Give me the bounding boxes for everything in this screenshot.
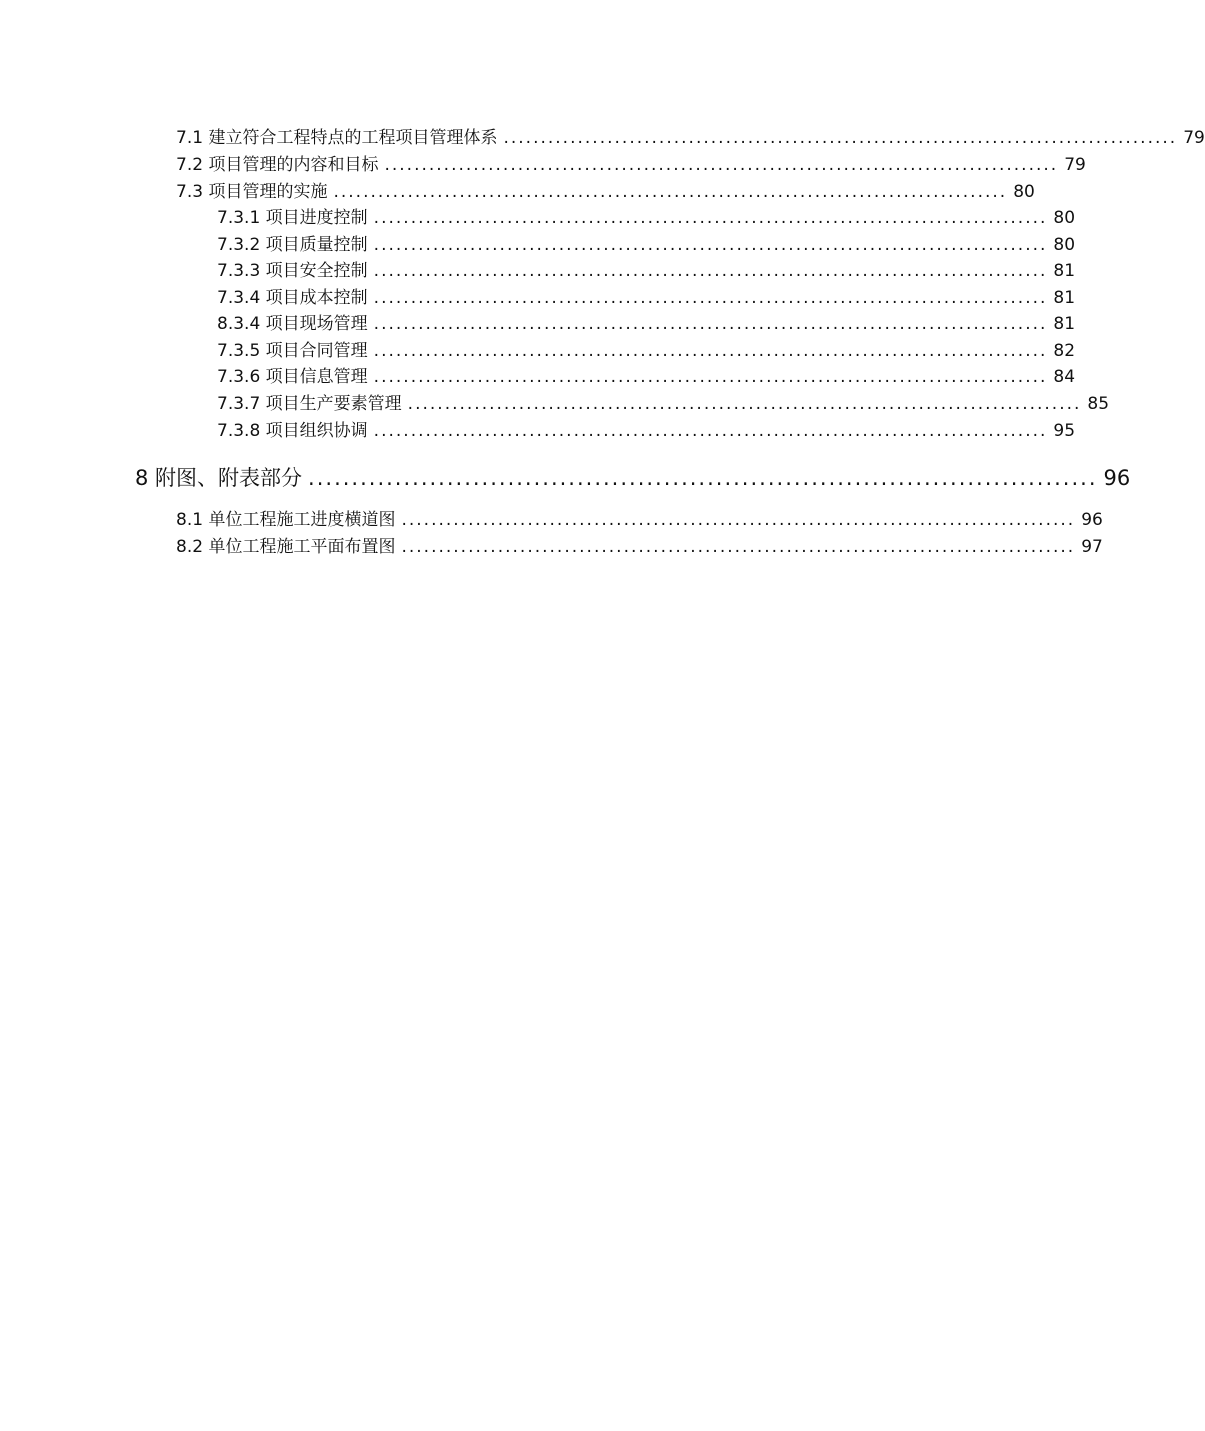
- toc-entry[interactable]: [217, 416, 1076, 442]
- toc-leader-dots: ...........................................................................................: [373, 235, 1048, 255]
- toc-entry[interactable]: [217, 230, 1076, 256]
- toc-leader-dots: ...........................................................................................: [401, 510, 1076, 530]
- toc-entry-label: 7.3.2 项目质量控制: [217, 235, 368, 255]
- toc-entry[interactable]: [217, 336, 1076, 362]
- toc-leader-dots: ...........................................................................................: [384, 155, 1059, 175]
- toc-page-number: 79: [1183, 128, 1205, 148]
- toc-leader-dots: ...........................................................................................: [373, 261, 1048, 281]
- toc-entry[interactable]: [217, 362, 1076, 388]
- toc-leader-dots: ...........................................................................................: [373, 314, 1048, 334]
- toc-entry-label: 7.3.1 项目进度控制: [217, 208, 368, 228]
- toc-leader-dots: ...........................................................................................: [308, 466, 1098, 490]
- toc-chapter-entry[interactable]: [135, 462, 1131, 494]
- toc-entry[interactable]: [217, 309, 1076, 335]
- toc-entry[interactable]: [176, 532, 1103, 558]
- toc-leader-dots: ...........................................................................................: [401, 537, 1076, 557]
- toc-page-number: 81: [1053, 314, 1076, 334]
- toc-entry[interactable]: [217, 283, 1076, 309]
- toc-entry-label: 7.3.5 项目合同管理: [217, 341, 368, 361]
- toc-entry[interactable]: [176, 123, 1205, 149]
- toc-entry-label: 7.1 建立符合工程特点的工程项目管理体系: [176, 128, 498, 148]
- toc-entry[interactable]: [176, 177, 1035, 203]
- toc-entry-label: 7.3.3 项目安全控制: [217, 261, 368, 281]
- toc-entry[interactable]: [217, 203, 1076, 229]
- toc-leader-dots: ...........................................................................................: [503, 128, 1178, 148]
- toc-page-number: 84: [1053, 367, 1076, 387]
- toc-page-number: 85: [1087, 394, 1110, 414]
- toc-page-number: 81: [1053, 261, 1076, 281]
- toc-entry-label: 8.1 单位工程施工进度横道图: [176, 510, 396, 530]
- toc-leader-dots: ...........................................................................................: [373, 341, 1048, 361]
- toc-entry-label: 7.3 项目管理的实施: [176, 182, 328, 202]
- toc-leader-dots: ...........................................................................................: [407, 394, 1082, 414]
- toc-page-number: 80: [1053, 235, 1076, 255]
- toc-entry[interactable]: [217, 256, 1076, 282]
- toc-leader-dots: ...........................................................................................: [373, 367, 1048, 387]
- toc-entry-label: 7.3.6 项目信息管理: [217, 367, 368, 387]
- toc-entry-label: 8 附图、附表部分: [135, 466, 303, 490]
- toc-page-number: 80: [1013, 182, 1035, 202]
- toc-page-number: 97: [1081, 537, 1103, 557]
- toc-entry-label: 7.3.7 项目生产要素管理: [217, 394, 402, 414]
- toc-leader-dots: ...........................................................................................: [373, 288, 1048, 308]
- toc-leader-dots: ...........................................................................................: [373, 421, 1048, 441]
- toc-entry[interactable]: [176, 505, 1103, 531]
- toc-page-number: 81: [1053, 288, 1076, 308]
- toc-leader-dots: ...........................................................................................: [373, 208, 1048, 228]
- toc-entry-label: 7.3.8 项目组织协调: [217, 421, 368, 441]
- toc-entry[interactable]: [217, 389, 1110, 415]
- toc-page-number: 79: [1064, 155, 1086, 175]
- toc-entry-label: 8.3.4 项目现场管理: [217, 314, 368, 334]
- toc-page-number: 82: [1053, 341, 1076, 361]
- toc-page-number: 96: [1103, 466, 1131, 490]
- toc-page-number: 95: [1053, 421, 1076, 441]
- toc-entry[interactable]: [176, 150, 1086, 176]
- toc-entry-label: 8.2 单位工程施工平面布置图: [176, 537, 396, 557]
- toc-page-number: 96: [1081, 510, 1103, 530]
- toc-entry-label: 7.2 项目管理的内容和目标: [176, 155, 379, 175]
- toc-entry-label: 7.3.4 项目成本控制: [217, 288, 368, 308]
- toc-leader-dots: ...........................................................................................: [333, 182, 1008, 202]
- toc-page-number: 80: [1053, 208, 1076, 228]
